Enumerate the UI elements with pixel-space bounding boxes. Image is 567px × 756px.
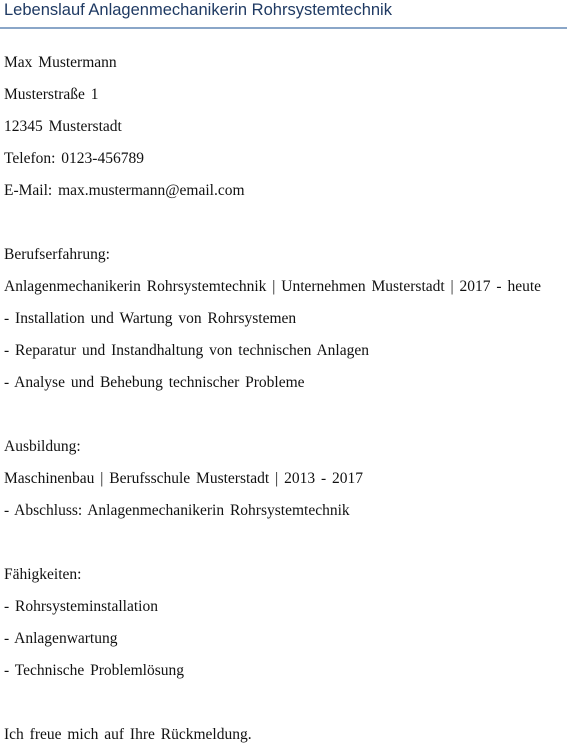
section-spacer [4, 404, 563, 436]
section-spacer [4, 532, 563, 564]
list-item: - Reparatur und Instandhaltung von technischen Anlagen [4, 342, 369, 359]
document-header [0, 0, 567, 29]
education-heading: Ausbildung: [4, 438, 81, 455]
skills-heading: Fähigkeiten: [4, 566, 82, 583]
education-program: Maschinenbau | Berufsschule Musterstadt | 2013 - 2017 [4, 470, 363, 487]
list-item: - Installation und Wartung von Rohrsystemen [4, 310, 297, 327]
section-spacer [4, 212, 563, 244]
contact-name: Max Mustermann [4, 54, 117, 71]
list-item: - Anlagenwartung [4, 630, 118, 647]
experience-heading: Berufserfahrung: [4, 246, 110, 263]
contact-phone: Telefon: 0123-456789 [4, 150, 144, 167]
closing-text: Ich freue mich auf Ihre Rückmeldung. [4, 726, 252, 743]
list-item: - Rohrsysteminstallation [4, 598, 158, 615]
list-item: - Technische Problemlösung [4, 662, 184, 679]
contact-street: Musterstraße 1 [4, 86, 99, 103]
document-body [4, 52, 563, 756]
list-item: - Analyse und Behebung technischer Probleme [4, 374, 305, 391]
list-item: - Abschluss: Anlagenmechanikerin Rohrsystemtechnik [4, 502, 350, 519]
section-spacer [4, 692, 563, 724]
contact-email: E-Mail: max.mustermann@email.com [4, 182, 245, 199]
experience-position: Anlagenmechanikerin Rohrsystemtechnik | Unternehmen Musterstadt | 2017 - heute [4, 278, 542, 295]
contact-city: 12345 Musterstadt [4, 118, 122, 135]
document-title: Lebenslauf Anlagenmechanikerin Rohrsystemtechnik [4, 1, 392, 19]
